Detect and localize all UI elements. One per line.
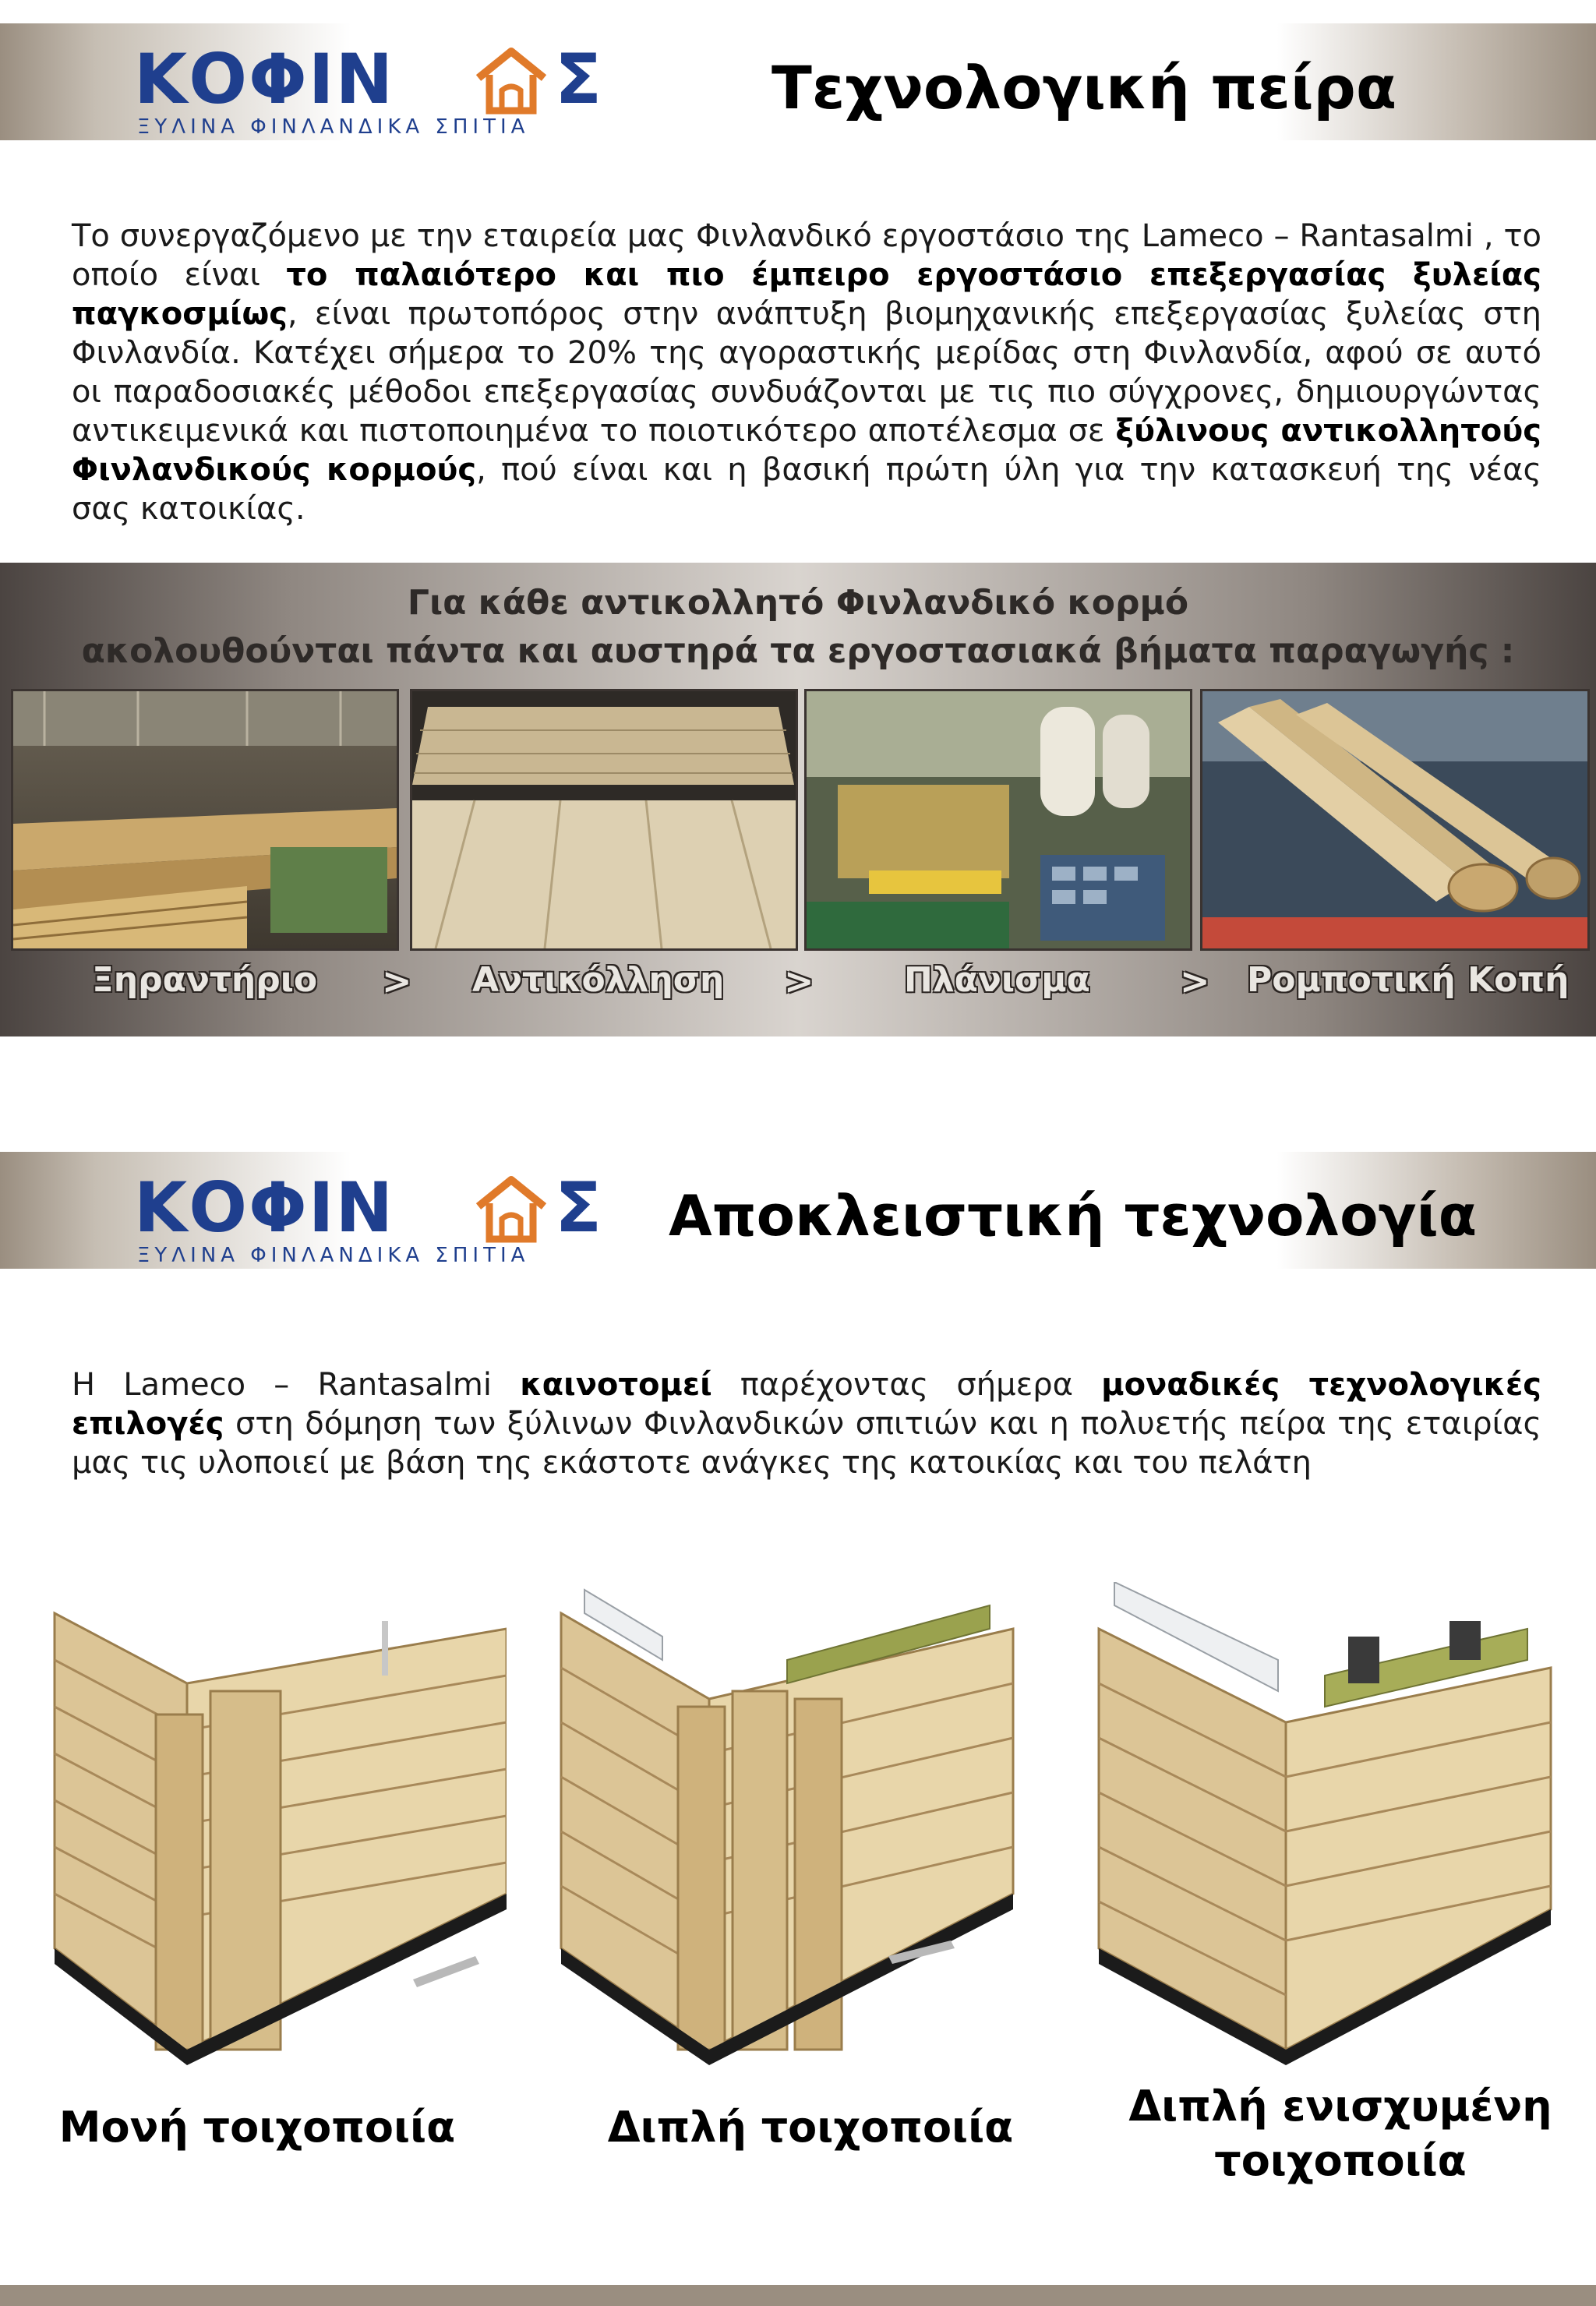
step-label-drying: Ξηραντήριο (92, 960, 318, 1000)
photo-drying-kiln (11, 689, 399, 951)
step-arrow-2: > (784, 960, 814, 1002)
caption-double-wall: Διπλή τοιχοποιία (607, 2103, 1014, 2152)
double-wall-illustration (553, 1582, 1021, 2065)
single-wall-illustration (39, 1582, 507, 2065)
logo-wordmark-end: Σ (555, 1167, 604, 1248)
footer-bar (0, 2285, 1596, 2306)
reinforced-double-wall-illustration (1091, 1582, 1559, 2065)
highlight-unique-options: μοναδικές τεχνολογικές επιλογές (72, 1367, 1541, 1442)
logo-wordmark-end: Σ (555, 39, 604, 119)
planing-machine-image (807, 691, 1190, 948)
laminated-planks-image (412, 691, 796, 948)
house-logo-icon (474, 1175, 549, 1244)
step-label-planing: Πλάνισμα (904, 960, 1090, 1000)
header-band-1 (0, 23, 1596, 140)
logo-wordmark: ΚΟΦΙΝ (134, 39, 395, 119)
photo-lamination (410, 689, 798, 951)
caption-reinforced-line1: Διπλή ενισχυμένη (1128, 2082, 1552, 2131)
banner-title-line1: Για κάθε αντικολλητό Φινλανδικό κορμό (407, 583, 1189, 623)
caption-reinforced-wall (1099, 2079, 1582, 2188)
log-cutting-image (1202, 691, 1587, 948)
caption-reinforced-line2: τοιχοποιία (1214, 2136, 1467, 2185)
photo-robotic-cutting (1200, 689, 1590, 951)
logo-wordmark: ΚΟΦΙΝ (134, 1167, 395, 1248)
intro-paragraph: Το συνεργαζόμενο με την εταιρεία μας Φινλανδικό εργοστάσιο της Lameco – Rantasalmi , το οποίο είναι το παλαιότερο και πιο έμπειρο εργοστάσιο επεξεργασίας ξυλείας παγκοσμίως, είναι πρωτοπόρος στην ανάπτυξη βιομηχανικής επεξεργασίας ξυλείας στη Φινλανδία. Κατέχει σήμερα το 20% της αγοραστικής μερίδας στη Φινλανδία, αφού σε αυτό οι παραδοσιακές μέθοδοι επεξεργασίας συνδυάζονται με τις πιο σύγχρονες, δημιουργώντας αντικειμενικά και πιστοποιημένα το ποιοτικότερο αποτέλεσμα σε ξύλινους αντικολλητούς Φινλανδικούς κορμούς, πού είναι και η βασική πρώτη ύλη για την κατασκευή της νέας σας κατοικίας. (72, 218, 1542, 527)
highlight-oldest-factory: το παλαιότερο και πιο έμπειρο εργοστάσιο επεξεργασίας ξυλείας παγκοσμίως (72, 257, 1541, 332)
logo-tagline: ΞΥΛΙΝΑ ΦΙΝΛΑΝΔΙΚΑ ΣΠΙΤΙΑ (137, 1244, 530, 1267)
logo-tagline: ΞΥΛΙΝΑ ΦΙΝΛΑΝΔΙΚΑ ΣΠΙΤΙΑ (137, 115, 530, 139)
banner-title-line2: ακολουθούνται πάντα και αυστηρά τα εργοστασιακά βήματα παραγωγής : (81, 631, 1515, 671)
step-arrow-1: > (382, 960, 412, 1002)
step-label-robotic-cut: Ρομποτική Κοπή (1247, 960, 1570, 1000)
page-title: Τεχνολογική πείρα (772, 53, 1397, 122)
brand-logo (134, 39, 604, 139)
house-logo-icon (474, 47, 549, 115)
step-arrow-3: > (1180, 960, 1210, 1002)
section-title: Αποκλειστική τεχνολογία (669, 1183, 1478, 1248)
header-band-2 (0, 1152, 1596, 1269)
technology-paragraph: Η Lameco – Rantasalmi καινοτομεί παρέχοντας σήμερα μοναδικές τεχνολογικές επιλογές στη δόμηση των ξύλινων Φινλανδικών σπιτιών και η πολυετής πείρα της εταιρίας μας τις υλοποιεί με βάση της εκάστοτε ανάγκες της κατοικίας και του πελάτη (72, 1367, 1541, 1481)
factory-hall-image (13, 691, 397, 948)
caption-single-wall: Μονή τοιχοποιία (58, 2103, 456, 2152)
production-steps-banner (0, 563, 1596, 1036)
photo-planing (804, 689, 1192, 951)
step-label-lamination: Αντικόλληση (472, 960, 725, 1000)
highlight-innovates: καινοτομεί (520, 1367, 712, 1403)
brand-logo-2 (134, 1167, 604, 1267)
highlight-laminated-logs: ξύλινους αντικολλητούς Φινλανδικούς κορμούς (72, 413, 1541, 488)
